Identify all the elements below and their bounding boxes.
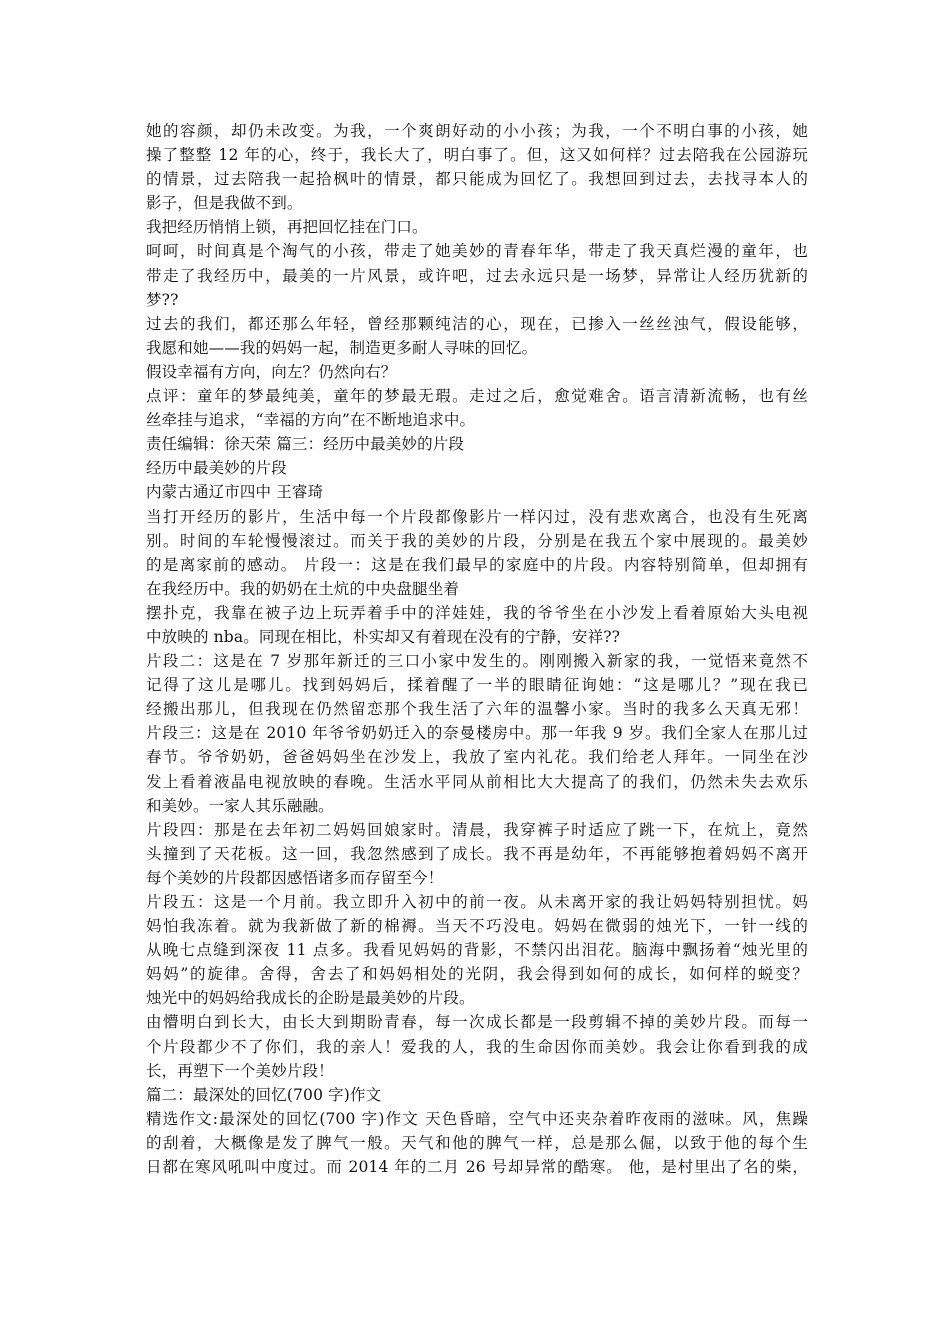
text-line: 发上看着液晶电视放映的春晚。生活水平同从前相比大大提高了的我们，仍然未失去欢乐 <box>146 772 808 791</box>
text-line: 篇二：最深处的回忆(700 字)作文 <box>146 1085 382 1104</box>
text-line: 日都在寒风吼叫中度过。而 2014 年的二月 26 号却异常的酷寒。 他，是村里出了名的柴， <box>146 1158 808 1177</box>
text-line: 片段四：那是在去年初二妈妈回娘家时。清晨，我穿裤子时适应了跳一下，在炕上，竟然 <box>146 820 808 839</box>
text-line: 的是离家前的感动。 片段一：这是在我们最早的家庭中的片段。内容特别简单，但却拥有 <box>146 555 808 574</box>
text-line: 带走了我经历中，最美的一片风景，或许吧，过去永远只是一场梦，异常让人经历犹新的 <box>146 266 808 285</box>
text-line: 个片段都少不了你们，我的亲人！爱我的人，我的生命因你而美妙。我会让你看到我的成 <box>146 1037 808 1056</box>
document-page <box>146 119 808 1179</box>
text-line: 妈怕我冻着。就为我新做了新的棉褥。当天不巧没电。妈妈在微弱的烛光下，一针一线的 <box>146 917 808 936</box>
text-line: 片段五：这是一个月前。我立即升入初中的前一夜。从未离开家的我让妈妈特别担忧。妈 <box>146 893 808 911</box>
text-line: 她的容颜，却仍未改变。为我，一个爽朗好动的小小孩；为我，一个不明白事的小孩，她 <box>146 122 808 140</box>
text-line: 在我经历中。我的奶奶在土炕的中央盘腿坐着 <box>146 579 460 598</box>
text-line: 经历中最美妙的片段 <box>146 459 287 478</box>
text-line: 每个美妙的片段都因感悟诸多而存留至今！ <box>146 868 444 887</box>
text-line: 内蒙古通辽市四中 王睿琦 <box>146 483 324 502</box>
text-line: 由懵明白到长大，由长大到期盼青春，每一次成长都是一段剪辑不掉的美妙片段。而每一 <box>146 1013 808 1032</box>
text-line: 责任编辑：徐天荣 篇三：经历中最美妙的片段 <box>146 435 465 454</box>
text-line: 假设幸福有方向，向左？仍然向右？ <box>146 362 397 381</box>
text-line: 丝牵挂与追求，“幸福的方向”在不断地追求中。 <box>146 411 476 430</box>
text-line: 中放映的 nba。同现在相比，朴实却又有着现在没有的宁静，安祥?? <box>146 627 621 646</box>
text-line: 摆扑克，我靠在被子边上玩弄着手中的洋娃娃，我的爷爷坐在小沙发上看着原始大头电视 <box>146 603 808 622</box>
text-line: 片段三：这是在 2010 年爷爷奶奶迁入的奈曼楼房中。那一年我 9 岁。我们全家人在那儿过 <box>146 724 808 743</box>
text-line: 呵呵，时间真是个淘气的小孩，带走了她美妙的青春年华，带走了我天真烂漫的童年，也 <box>146 242 808 261</box>
text-line: 妈妈”的旋律。舍得，舍去了和妈妈相处的光阴，我会得到如何的成长，如何样的蜕变？ <box>146 965 808 984</box>
text-line: 精选作文:最深处的回忆(700 字)作文 天色昏暗，空气中还夹杂着昨夜雨的滋味。风，焦躁 <box>146 1109 808 1128</box>
text-line: 过去的我们，都还那么年轻，曾经那颗纯洁的心，现在，已掺入一丝丝浊气，假设能够， <box>146 314 808 333</box>
text-line: 记得了这儿是哪儿。找到妈妈后，揉着醒了一半的眼睛征询她：“这是哪儿？”现在我已 <box>146 676 808 695</box>
text-line: 的刮着，大概像是发了脾气一般。天气和他的脾气一样，总是那么倔，以致于他的每个生 <box>146 1133 808 1152</box>
text-line: 别。时间的车轮慢慢滚过。而关于我的美妙的片段，分别是在我五个家中展现的。最美妙 <box>146 531 808 550</box>
text-line: 的情景，过去陪我一起拾枫叶的情景，都只能成为回忆了。我想回到过去，去找寻本人的 <box>146 170 808 189</box>
text-line: 和美妙。一家人其乐融融。 <box>146 796 334 815</box>
text-line: 头撞到了天花板。这一回，我忽然感到了成长。我不再是幼年，不再能够抱着妈妈不离开 <box>146 844 808 863</box>
text-line: 片段二：这是在 7 岁那年新迁的三口小家中发生的。刚刚搬入新家的我，一觉悟来竟然不 <box>146 652 808 671</box>
text-line: 烛光中的妈妈给我成长的企盼是最美妙的片段。 <box>146 989 475 1008</box>
text-line: 长，再塑下一个美妙片段！ <box>146 1061 334 1080</box>
text-line: 春节。爷爷奶奶，爸爸妈妈坐在沙发上，我放了室内礼花。我们给老人拜年。一同坐在沙 <box>146 748 808 767</box>
text-line: 我把经历悄悄上锁，再把回忆挂在门口。 <box>146 218 428 237</box>
text-line: 经搬出那儿，但我现在仍然留恋那个我生活了六年的温馨小家。当时的我多么天真无邪！ <box>146 700 808 719</box>
text-line: 影子，但是我做不到。 <box>146 194 303 213</box>
text-line: 梦?? <box>146 290 179 309</box>
text-line: 点评：童年的梦最纯美，童年的梦最无瑕。走过之后，愈觉难舍。语言清新流畅，也有丝 <box>146 387 808 406</box>
text-line: 操了整整 12 年的心，终于，我长大了，明白事了。但，这又如何样？过去陪我在公园游玩 <box>146 146 808 165</box>
text-line: 当打开经历的影片，生活中每一个片段都像影片一样闪过，没有悲欢离合，也没有生死离 <box>146 507 808 526</box>
text-line: 我愿和她——我的妈妈一起，制造更多耐人寻味的回忆。 <box>146 338 538 357</box>
text-line: 从晚七点缝到深夜 11 点多。我看见妈妈的背影，不禁闪出泪花。脑海中飘扬着“烛光里的 <box>146 941 808 960</box>
